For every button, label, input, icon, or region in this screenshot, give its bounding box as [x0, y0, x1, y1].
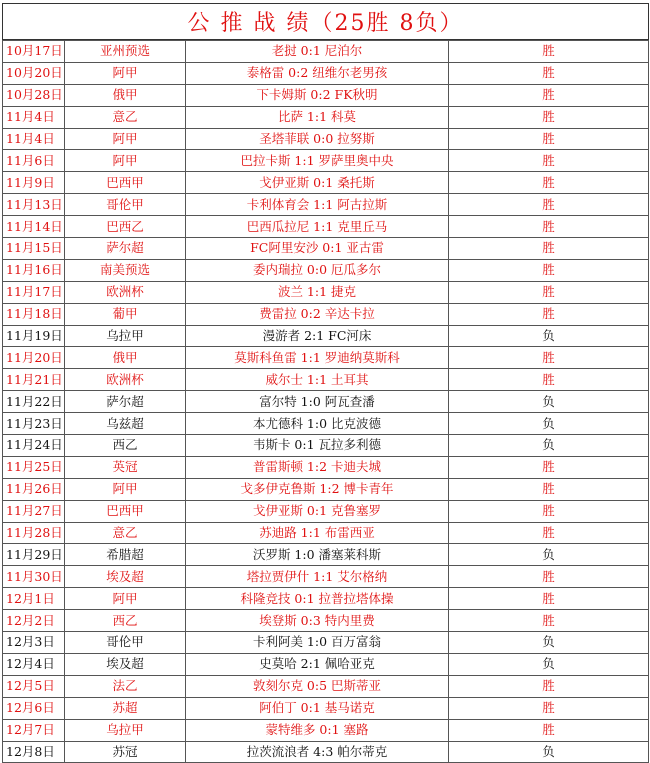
league-cell: 乌拉甲: [65, 719, 186, 741]
league-cell: 哥伦甲: [65, 194, 186, 216]
match-cell: 圣塔菲联 0:0 拉努斯: [186, 128, 449, 150]
date-cell: 12月6日: [3, 697, 65, 719]
league-cell: 亚州预选: [65, 41, 186, 63]
result-cell: 负: [449, 741, 649, 763]
table-row: [3, 106, 649, 128]
result-cell: 胜: [449, 194, 649, 216]
result-cell: 胜: [449, 697, 649, 719]
match-cell: 戈伊亚斯 0:1 克鲁塞罗: [186, 500, 449, 522]
league-cell: 欧洲杯: [65, 281, 186, 303]
league-cell: 阿甲: [65, 588, 186, 610]
date-cell: 11月14日: [3, 216, 65, 238]
table-row: [3, 41, 649, 63]
league-cell: 巴西甲: [65, 172, 186, 194]
table-row: [3, 303, 649, 325]
date-cell: 11月22日: [3, 391, 65, 413]
table-row: [3, 62, 649, 84]
date-cell: 11月20日: [3, 347, 65, 369]
table-row: [3, 632, 649, 654]
table-row: [3, 347, 649, 369]
match-cell: 普雷斯顿 1:2 卡迪夫城: [186, 456, 449, 478]
date-cell: 12月1日: [3, 588, 65, 610]
date-cell: 10月28日: [3, 84, 65, 106]
league-cell: 意乙: [65, 522, 186, 544]
match-cell: 卡利阿美 1:0 百万富翁: [186, 632, 449, 654]
result-cell: 胜: [449, 84, 649, 106]
match-cell: 拉茨流浪者 4:3 帕尔蒂克: [186, 741, 449, 763]
result-cell: 胜: [449, 216, 649, 238]
date-cell: 11月27日: [3, 500, 65, 522]
league-cell: 葡甲: [65, 303, 186, 325]
result-cell: 胜: [449, 566, 649, 588]
league-cell: 南美预选: [65, 259, 186, 281]
match-cell: 卡利体育会 1:1 阿古拉斯: [186, 194, 449, 216]
table-row: [3, 500, 649, 522]
date-cell: 11月23日: [3, 413, 65, 435]
result-cell: 负: [449, 632, 649, 654]
date-cell: 12月8日: [3, 741, 65, 763]
date-cell: 12月4日: [3, 653, 65, 675]
table-row: [3, 281, 649, 303]
table-row: [3, 653, 649, 675]
date-cell: 10月20日: [3, 62, 65, 84]
match-cell: 阿伯丁 0:1 基马诺克: [186, 697, 449, 719]
league-cell: 希腊超: [65, 544, 186, 566]
result-cell: 胜: [449, 610, 649, 632]
result-cell: 胜: [449, 500, 649, 522]
table-row: [3, 413, 649, 435]
result-cell: 胜: [449, 478, 649, 500]
date-cell: 11月30日: [3, 566, 65, 588]
result-cell: 胜: [449, 675, 649, 697]
result-cell: 胜: [449, 719, 649, 741]
date-cell: 11月9日: [3, 172, 65, 194]
league-cell: 法乙: [65, 675, 186, 697]
league-cell: 西乙: [65, 435, 186, 457]
match-cell: 比萨 1:1 科莫: [186, 106, 449, 128]
table-row: [3, 150, 649, 172]
match-cell: 富尔特 1:0 阿瓦查潘: [186, 391, 449, 413]
league-cell: 俄甲: [65, 347, 186, 369]
date-cell: 11月4日: [3, 128, 65, 150]
match-cell: 沃罗斯 1:0 潘塞莱科斯: [186, 544, 449, 566]
league-cell: 埃及超: [65, 566, 186, 588]
table-row: [3, 435, 649, 457]
result-cell: 胜: [449, 62, 649, 84]
date-cell: 11月17日: [3, 281, 65, 303]
date-cell: 11月4日: [3, 106, 65, 128]
table-row: [3, 391, 649, 413]
date-cell: 11月6日: [3, 150, 65, 172]
result-cell: 负: [449, 653, 649, 675]
match-cell: 本尤德科 1:0 比克波德: [186, 413, 449, 435]
match-cell: 老挝 0:1 尼泊尔: [186, 41, 449, 63]
date-cell: 11月19日: [3, 325, 65, 347]
result-cell: 胜: [449, 588, 649, 610]
table-row: [3, 238, 649, 260]
match-cell: 费雷拉 0:2 辛达卡拉: [186, 303, 449, 325]
table-row: [3, 216, 649, 238]
league-cell: 俄甲: [65, 84, 186, 106]
league-cell: 欧洲杯: [65, 369, 186, 391]
match-cell: 威尔士 1:1 土耳其: [186, 369, 449, 391]
date-cell: 11月24日: [3, 435, 65, 457]
table-row: [3, 456, 649, 478]
match-cell: 巴拉卡斯 1:1 罗萨里奥中央: [186, 150, 449, 172]
match-cell: 史莫哈 2:1 佩哈亚克: [186, 653, 449, 675]
page-title: 公 推 战 绩（25胜 8负）: [2, 3, 649, 40]
league-cell: 意乙: [65, 106, 186, 128]
results-table: [2, 40, 649, 763]
table-row: [3, 566, 649, 588]
league-cell: 阿甲: [65, 150, 186, 172]
match-cell: FC阿里安沙 0:1 亚古雷: [186, 238, 449, 260]
date-cell: 10月17日: [3, 41, 65, 63]
match-cell: 塔拉贾伊什 1:1 艾尔格纳: [186, 566, 449, 588]
result-cell: 胜: [449, 238, 649, 260]
table-row: [3, 172, 649, 194]
result-cell: 胜: [449, 456, 649, 478]
result-cell: 负: [449, 544, 649, 566]
match-cell: 蒙特维多 0:1 塞路: [186, 719, 449, 741]
table-row: [3, 128, 649, 150]
table-row: [3, 522, 649, 544]
date-cell: 11月15日: [3, 238, 65, 260]
result-cell: 负: [449, 391, 649, 413]
result-cell: 胜: [449, 347, 649, 369]
result-cell: 胜: [449, 522, 649, 544]
result-cell: 负: [449, 435, 649, 457]
result-cell: 胜: [449, 128, 649, 150]
table-row: [3, 325, 649, 347]
table-row: [3, 675, 649, 697]
match-cell: 委内瑞拉 0:0 厄瓜多尔: [186, 259, 449, 281]
match-cell: 敦刻尔克 0:5 巴斯蒂亚: [186, 675, 449, 697]
match-cell: 戈多伊克鲁斯 1:2 博卡青年: [186, 478, 449, 500]
match-cell: 戈伊亚斯 0:1 桑托斯: [186, 172, 449, 194]
date-cell: 12月7日: [3, 719, 65, 741]
match-cell: 韦斯卡 0:1 瓦拉多利德: [186, 435, 449, 457]
date-cell: 11月28日: [3, 522, 65, 544]
date-cell: 11月16日: [3, 259, 65, 281]
result-cell: 胜: [449, 172, 649, 194]
league-cell: 巴西乙: [65, 216, 186, 238]
match-cell: 科隆竞技 0:1 拉普拉塔体操: [186, 588, 449, 610]
league-cell: 西乙: [65, 610, 186, 632]
league-cell: 巴西甲: [65, 500, 186, 522]
match-cell: 波兰 1:1 捷克: [186, 281, 449, 303]
date-cell: 11月25日: [3, 456, 65, 478]
date-cell: 11月13日: [3, 194, 65, 216]
match-cell: 下卡姆斯 0:2 FK秋明: [186, 84, 449, 106]
table-row: [3, 544, 649, 566]
league-cell: 阿甲: [65, 478, 186, 500]
table-row: [3, 478, 649, 500]
league-cell: 苏超: [65, 697, 186, 719]
date-cell: 12月5日: [3, 675, 65, 697]
result-cell: 负: [449, 413, 649, 435]
table-row: [3, 741, 649, 763]
table-row: [3, 259, 649, 281]
result-cell: 胜: [449, 106, 649, 128]
league-cell: 哥伦甲: [65, 632, 186, 654]
match-cell: 泰格雷 0:2 纽维尔老男孩: [186, 62, 449, 84]
table-row: [3, 719, 649, 741]
result-cell: 胜: [449, 303, 649, 325]
date-cell: 11月26日: [3, 478, 65, 500]
date-cell: 12月2日: [3, 610, 65, 632]
league-cell: 萨尔超: [65, 391, 186, 413]
match-cell: 苏迪路 1:1 布雷西亚: [186, 522, 449, 544]
result-cell: 胜: [449, 259, 649, 281]
result-cell: 胜: [449, 150, 649, 172]
date-cell: 11月29日: [3, 544, 65, 566]
match-cell: 巴西瓜拉尼 1:1 克里丘马: [186, 216, 449, 238]
league-cell: 乌兹超: [65, 413, 186, 435]
date-cell: 11月21日: [3, 369, 65, 391]
date-cell: 11月18日: [3, 303, 65, 325]
match-cell: 埃登斯 0:3 特内里费: [186, 610, 449, 632]
results-table-body: [3, 41, 649, 763]
record-sheet: [2, 3, 649, 763]
league-cell: 阿甲: [65, 62, 186, 84]
result-cell: 胜: [449, 281, 649, 303]
table-row: [3, 194, 649, 216]
table-row: [3, 697, 649, 719]
match-cell: 莫斯科鱼雷 1:1 罗迪纳莫斯科: [186, 347, 449, 369]
league-cell: 英冠: [65, 456, 186, 478]
match-cell: 漫游者 2:1 FC河床: [186, 325, 449, 347]
table-row: [3, 369, 649, 391]
result-cell: 胜: [449, 369, 649, 391]
result-cell: 负: [449, 325, 649, 347]
table-row: [3, 610, 649, 632]
league-cell: 阿甲: [65, 128, 186, 150]
league-cell: 乌拉甲: [65, 325, 186, 347]
league-cell: 萨尔超: [65, 238, 186, 260]
league-cell: 埃及超: [65, 653, 186, 675]
table-row: [3, 588, 649, 610]
table-row: [3, 84, 649, 106]
result-cell: 胜: [449, 41, 649, 63]
date-cell: 12月3日: [3, 632, 65, 654]
league-cell: 苏冠: [65, 741, 186, 763]
